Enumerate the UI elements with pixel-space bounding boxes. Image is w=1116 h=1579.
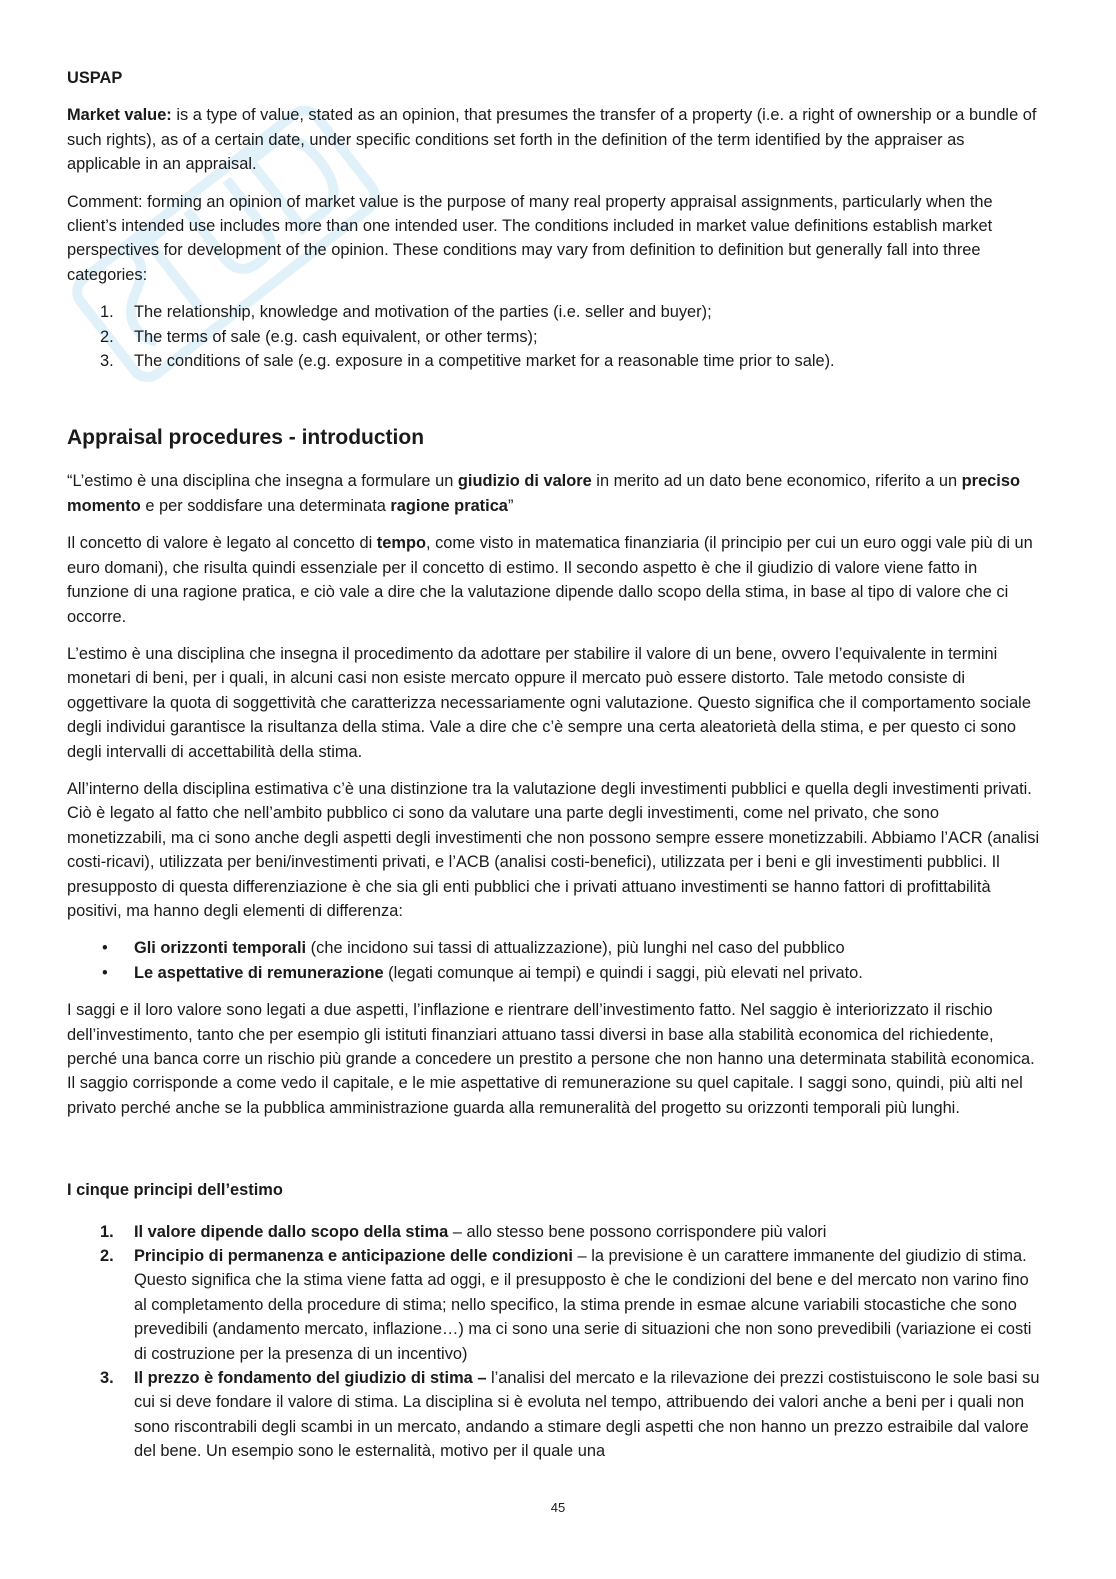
principles-title: I cinque principi dell’estimo	[67, 1181, 283, 1200]
bullet-icon: •	[102, 963, 108, 982]
list-item: 1. Il valore dipende dallo scopo della stima – allo stesso bene possono corrispondere più valori	[100, 1222, 827, 1241]
market-value-definition: is a type of value, stated as an opinion, that presumes the transfer of a property (i.e. a right of ownership or a bundle of such rights), as of a certain date, under specific conditions set forth in the definition of the term identified by the appraiser as applicable in an appraisal.	[67, 106, 1037, 174]
differences-list	[67, 936, 1042, 985]
list-item: • Le aspettative di remunerazione (legati comunque ai tempi) e quindi i saggi, più elevati nel privato.	[67, 961, 1042, 985]
principles-list	[67, 1220, 1042, 1464]
categories-list	[67, 300, 1042, 373]
bullet-icon: •	[102, 939, 108, 958]
document-page	[67, 66, 1042, 1479]
list-item: 3. The conditions of sale (e.g. exposure in a competitive market for a reasonable time prior to sale).	[100, 352, 835, 371]
uspap-heading: USPAP	[67, 69, 123, 87]
comment-paragraph: Comment: forming an opinion of market value is the purpose of many real property appraisal assignments, particularly when the client’s intended use includes more than one intended user. The conditions included in market value definitions establish market perspectives for development of the opinion. These conditions may vary from definition to definition but generally fall into three categories:	[67, 192, 993, 284]
market-value-term: Market value:	[67, 106, 172, 125]
section-title: Appraisal procedures - introduction	[67, 426, 425, 450]
estimo-paragraph: L’estimo è una disciplina che insegna il procedimento da adottare per stabilire il valore di un bene, ovvero l’equivalente in termini monetari di beni, per i quali, in alcuni casi non esiste mercato oppure il mercato può essere distorto. Tale metodo consiste di oggettivare la quota di soggettività che caratterizza necessariamente ogni valutazione. Questo significa che il comportamento sociale degli individui garantisce la risultanza della stima. Vale a dire che c’è sempre una certa aleatorietà della stima, e per questo ci sono degli intervalli di accettabilità della stima.	[67, 644, 1031, 761]
quote-paragraph: “L’estimo è una disciplina che insegna a formulare un giudizio di valore in merito ad un dato bene economico, riferito a un preciso momento e per soddisfare una determinata ragione pratica”	[67, 472, 1020, 515]
pubblici-paragraph: All’interno della disciplina estimativa c’è una distinzione tra la valutazione degli investimenti pubblici e quella degli investimenti privati. Ciò è legato al fatto che nell’ambito pubblico ci sono da valutare una parte degli investimenti, come nel privato, che sono monetizzabili, ma ci sono anche degli aspetti degli investimenti che non possono sempre essere monetizzabili. Abbiamo l’ACR (analisi costi-ricavi), utilizzata per beni/investimenti privati, e l’ACB (analisi costi-benefici), utilizzata per i beni e gli investimenti pubblici. Il presupposto di questa differenziazione è che sia gli enti pubblici che i privati attuano investimenti se hanno fattori di profittabilità positivi, ma hanno degli elementi di differenza:	[67, 779, 1040, 920]
list-item: 2. The terms of sale (e.g. cash equivalent, or other terms);	[100, 327, 538, 346]
list-item: • Gli orizzonti temporali (che incidono sui tassi di attualizzazione), più lunghi nel caso del pubblico	[67, 936, 1042, 960]
tempo-paragraph: Il concetto di valore è legato al concetto di tempo, come visto in matematica finanziaria (il principio per cui un euro oggi vale più di un euro domani), che risulta quindi essenziale per il concetto di estimo. Il secondo aspetto è che il giudizio di valore viene fatto in funzione di una ragione pratica, e ciò vale a dire che la valutazione dipende dallo scopo della stima, in base al tipo di valore che ci occorre.	[67, 534, 1033, 626]
page-number: 45	[550, 1500, 566, 1515]
list-item: 1. The relationship, knowledge and motivation of the parties (i.e. seller and buyer);	[100, 303, 712, 322]
saggi-paragraph: I saggi e il loro valore sono legati a due aspetti, l’inflazione e rientrare dell’investimento fatto. Nel saggio è interiorizzato il rischio dell’investimento, tanto che per esempio gli istituti finanziari attuano tassi diversi in base alla stabilità economica del richiedente, perché una banca corre un rischio più grande a concedere un prestito a persone che non hanno una determinata stabilità economica. Il saggio corrisponde a come vedo il capitale, e le mie aspettative di remunerazione su quel capitale. I saggi sono, quindi, più alti nel privato perché anche se la pubblica amministrazione guarda alla remuneralità del progetto su orizzonti temporali più lunghi.	[67, 1001, 1035, 1117]
list-item: 2. Principio di permanenza e anticipazione delle condizioni – la previsione è un carattere immanente del giudizio di stima. Questo significa che la stima viene fatta ad oggi, e il presupposto è che le condizioni del bene e del mercato non varino fino al completamento della procedure di stima; nello specifico, la stima prende in esmae alcune variabili stocastiche che sono prevedibili (andamento mercato, inflazione…) ma ci sono una serie di situazioni che non sono prevedibili (variazione ei costi di costruzione per la presenza di un incentivo)	[100, 1247, 1032, 1363]
market-value-paragraph	[67, 103, 1042, 176]
list-item: 3. Il prezzo è fondamento del giudizio di stima – l’analisi del mercato e la rilevazione dei prezzi costistuiscono le sole basi su cui si deve fondare il valore di stima. La disciplina si è evoluta nel tempo, attribuendo dei valori anche a beni per i quali non sono riscontrabili degli scambi in un mercato, andando a stimare degli aspetti che non hanno un prezzo estraibile dal valore del bene. Un esempio sono le esternalità, motivo per il quale una	[100, 1369, 1040, 1461]
